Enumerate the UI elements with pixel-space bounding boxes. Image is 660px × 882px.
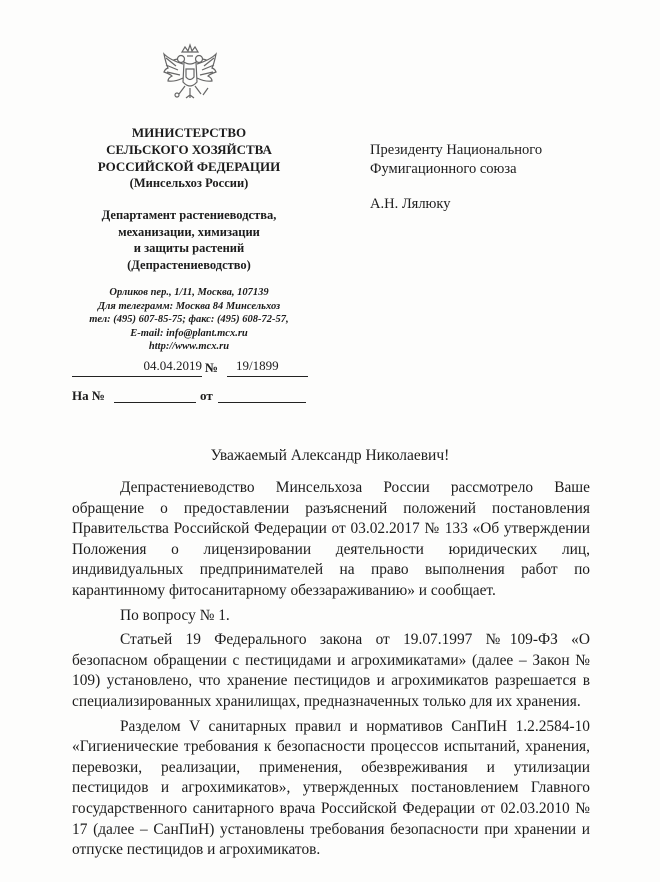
addressee-title: Фумигационного союза <box>370 161 517 177</box>
number-underline <box>227 376 308 377</box>
greeting: Уважаемый Александр Николаевич! <box>210 447 450 464</box>
ministry-header <box>78 124 300 192</box>
contact-address: Орликов пер., 1/11, Москва, 107139 <box>109 287 269 298</box>
body-paragraph: Депрастениеводство Минсельхоза России рассмотрело Ваше обращение о предоставлении разъяснений положений постановления Правительства Российской Федерации от 03.02.2017 № 133 «Об утверждении Положения о лицензировании деятельности юридических лиц, индивидуальных предпринимателей на право выполнения работ по карантинному фитосанитарному обеззараживанию» и сообщает. <box>72 479 590 599</box>
contact-telegram: Для телеграмм: Москва 84 Минсельхоз <box>97 300 281 312</box>
body-paragraph: По вопросу № 1. <box>120 606 230 624</box>
contact-phone: тел: (495) 607-85-75; факс: (495) 608-72-57, <box>89 314 289 325</box>
coat-of-arms-icon <box>160 42 220 106</box>
body-paragraph: Статьей 19 Федерального закона от 19.07.1997 №109-ФЗ «О безопасном обращении с пестицидами и агрохимикатами» (далее – Закон № 109) установлено, что хранение пестицидов и агрохимикатов разрешается в специализированных хранилищах, предназначенных только для их хранения. <box>72 631 590 710</box>
department-line: механизации, химизации <box>118 224 260 239</box>
letter-body <box>72 478 590 861</box>
contact-website: http://www.mcx.ru <box>148 341 230 352</box>
body-paragraph: Разделом V санитарных правил и нормативов СанПиН 1.2.2584-10 «Гигиенические требования к безопасности процессов испытаний, хранения, перевозки, реализации, применения, обезвреживания и утилизации пестицидов и агрохимикатов», утвержденных постановлением Главного государственного санитарного врача Российской Федерации от 02.03.2010 № 17 (далее – СанПиН) установлены требования безопасности при хранении и отпуске пестицидов и агрохимикатов. <box>72 717 590 859</box>
addressee-name: А.Н. Лялюку <box>370 196 451 212</box>
ministry-line: МИНИСТЕРСТВО <box>131 125 247 140</box>
ministry-line: СЕЛЬСКОГО ХОЗЯЙСТВА <box>106 142 272 157</box>
addressee-title: Президенту Национального <box>370 142 543 158</box>
document-number: 19/1899 <box>236 358 279 373</box>
number-label: № <box>205 360 219 375</box>
department-line: и защиты растений <box>133 241 245 255</box>
document-date: 04.04.2019 <box>143 358 202 373</box>
contact-email: E-mail: info@plant.mcx.ru <box>130 327 248 339</box>
department-abbr: (Депрастениеводство) <box>127 257 251 272</box>
ministry-line: РОССИЙСКОЙ ФЕДЕРАЦИИ <box>97 159 281 174</box>
department-header <box>78 207 300 273</box>
addressee-block <box>370 141 600 214</box>
registration-line <box>72 358 312 378</box>
ministry-abbr: (Минсельхоз России) <box>129 176 249 190</box>
contact-block <box>72 286 306 354</box>
reference-from-label: от <box>200 388 213 403</box>
reference-date-underline <box>218 402 306 403</box>
reference-label: На № <box>72 388 105 403</box>
department-line: Департамент растениеводства, <box>101 208 277 222</box>
reference-underline <box>114 402 196 403</box>
date-underline <box>72 376 202 377</box>
reference-line <box>72 388 312 408</box>
